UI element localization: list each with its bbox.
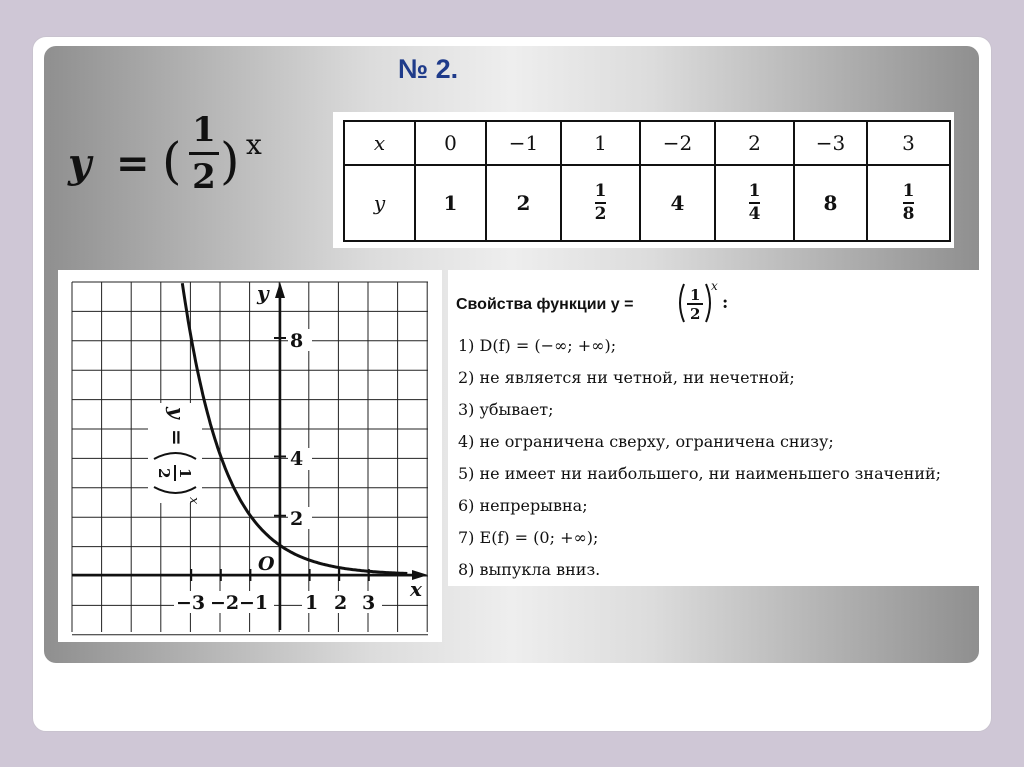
properties-heading-fraction [676,278,736,328]
origin-label: O [258,553,275,575]
formula-close-paren: ) [220,132,240,190]
formula-y: y [68,140,92,187]
properties-heading: Свойства функции y = [456,296,634,313]
fraction-denominator: 8 [902,204,915,224]
curve-label-eq: = [165,429,189,446]
property-item: 8) выпукла вниз. [458,560,601,579]
property-item: 3) убывает; [458,400,554,419]
y-tick-label: 8 [290,330,304,352]
fraction-numerator: 1 [902,181,915,201]
formula-exponent: x [246,128,262,161]
formula-denominator: 2 [192,157,216,197]
formula-open-paren: ( [162,132,182,190]
formula-numerator: 1 [192,110,216,150]
curve-label-exp: x [186,497,201,505]
cell-value: 2 [516,191,531,215]
cell-fraction [903,182,915,224]
property-item: 4) не ограничена сверху, ограничена снизу; [458,432,834,451]
table-row-y [344,165,950,241]
table-cell [486,165,561,241]
x-axis-label: x [410,577,422,601]
y-tick-label: 4 [290,448,304,470]
heading-colon: : [722,293,729,313]
curve-label-num: 1 [176,468,194,479]
fraction-numerator: 1 [748,181,761,201]
table-cell [867,165,950,241]
fraction-exponent: x [711,279,718,293]
x-tick-label: 2 [334,592,348,614]
table-cell [561,165,640,241]
y-axis-label: y [257,281,269,305]
cell-fraction [749,182,761,224]
graph-svg [58,270,442,642]
y-tick-label: 2 [290,508,304,530]
table-cell [415,165,486,241]
x-tick-label: −1 [239,592,269,614]
table-row-x [344,121,950,165]
fraction-bar [189,152,219,155]
slide-title: № 2. [398,54,459,84]
table-cell: −1 [486,121,561,165]
property-item: 2) не является ни четной, ни нечетной; [458,368,795,387]
table-cell: −3 [794,121,867,165]
cell-value: 1 [443,191,458,215]
grid [72,282,428,635]
table-cell [715,165,794,241]
property-item: 1) D(f) = (−∞; +∞); [458,336,617,355]
formula-fraction [189,110,219,197]
cell-value: 8 [823,191,838,215]
curve-label [148,403,202,505]
x-tick-label: −3 [176,592,206,614]
property-item: 5) не имеет ни наибольшего, ни наименьшего значений; [458,464,942,483]
fraction-denominator: 2 [690,305,701,323]
property-item: 6) непрерывна; [458,496,588,515]
table-cell: 1 [561,121,640,165]
cell-value: 4 [670,191,685,215]
function-graph [58,270,442,642]
table-cell: 0 [415,121,486,165]
cell-fraction [595,182,607,224]
x-tick-label: 3 [362,592,376,614]
table-cell: 2 [715,121,794,165]
formula-equals: = [116,140,150,187]
values-table-container [333,112,954,248]
table-cell: 3 [867,121,950,165]
table-header-y: y [344,165,415,241]
fraction-numerator: 1 [594,181,607,201]
curve-label-den: 2 [155,468,173,479]
table-cell: −2 [640,121,715,165]
y-axis-arrow [275,282,285,298]
table-header-x: x [344,121,415,165]
property-item: 7) E(f) = (0; +∞); [458,528,599,547]
x-tick-label: 1 [305,592,319,614]
fraction-denominator: 4 [748,204,761,224]
fraction-numerator: 1 [690,286,701,304]
values-table [343,120,951,242]
x-tick-label: −2 [210,592,240,614]
properties-list [458,330,941,586]
table-cell [794,165,867,241]
curve-label-y: y [165,407,189,419]
fraction-denominator: 2 [594,204,607,224]
table-cell [640,165,715,241]
properties-panel [448,270,979,586]
